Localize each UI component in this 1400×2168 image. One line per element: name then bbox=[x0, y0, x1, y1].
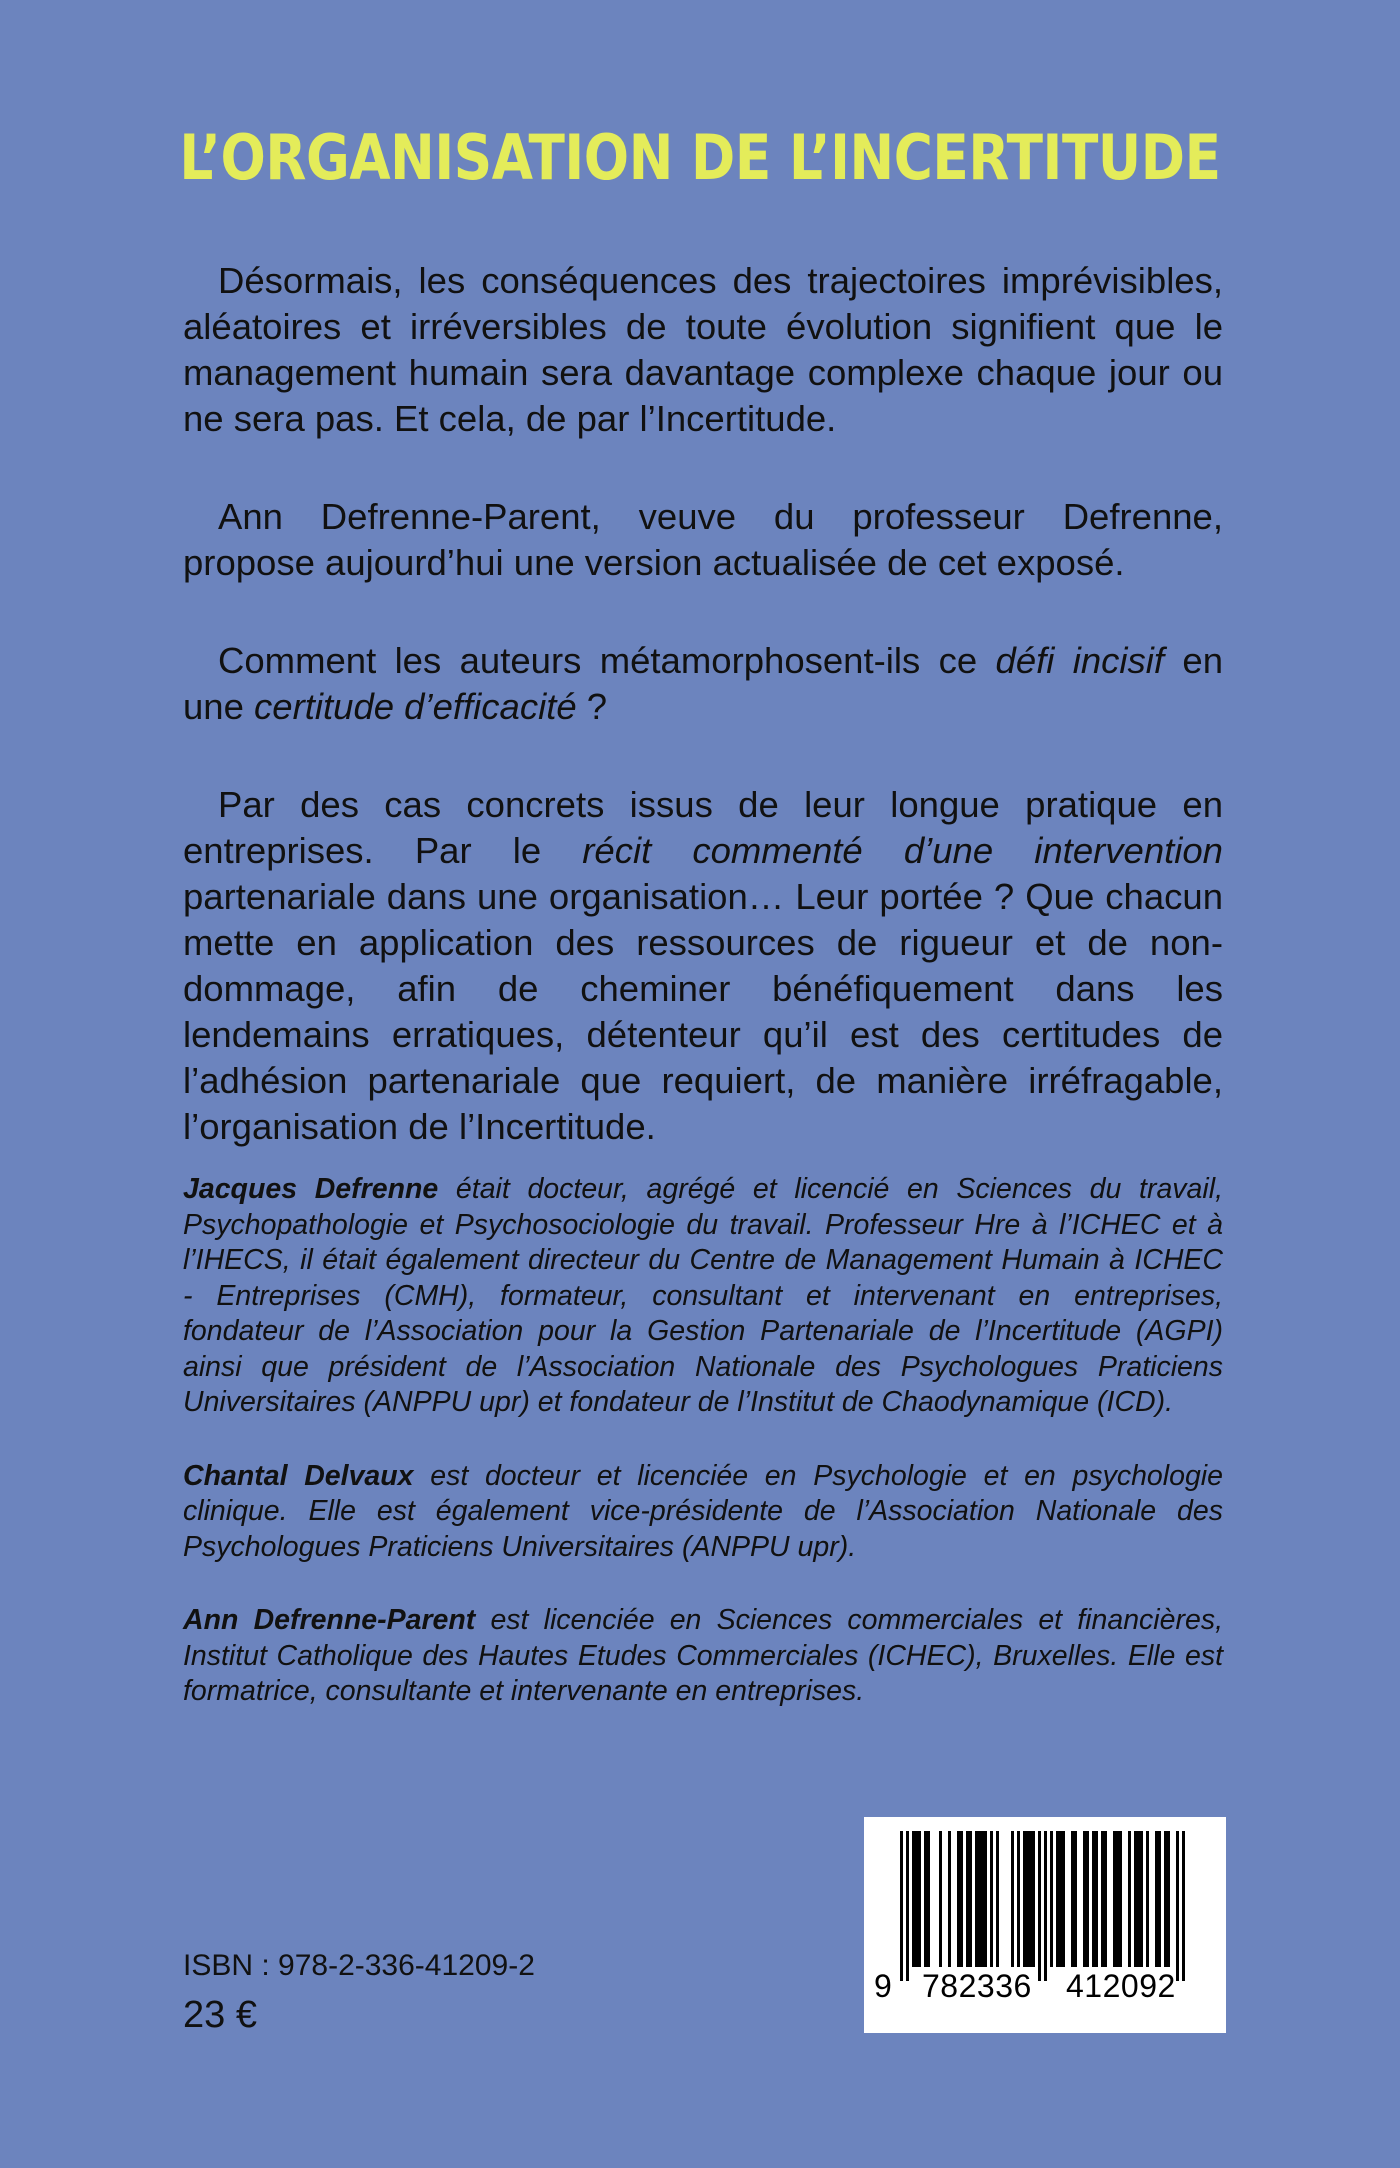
barcode-bar bbox=[1023, 1831, 1035, 1967]
barcode-bar bbox=[906, 1831, 909, 1981]
barcode-bar bbox=[996, 1831, 999, 1967]
price: 23 € bbox=[183, 1994, 257, 2036]
barcode-bar bbox=[948, 1831, 951, 1967]
author-bios bbox=[183, 1172, 1223, 1710]
author-bio: Chantal Delvaux est docteur et licenciée en Psychologie et en psychologie clinique. Elle est également vice-présidente de l’Association Nationale des Psychologues Praticiens Universitaires (ANPPU upr). bbox=[183, 1459, 1223, 1563]
barcode-bar bbox=[957, 1831, 963, 1967]
barcode-bar bbox=[1071, 1831, 1077, 1967]
barcode-bar bbox=[1017, 1831, 1020, 1967]
blurb-paragraph-2: Ann Defrenne-Parent, veuve du professeur Defrenne, propose aujourd’hui une version actualisée de cet exposé. bbox=[183, 496, 1223, 583]
barcode-bar bbox=[1083, 1831, 1089, 1967]
barcode-bar bbox=[1101, 1831, 1107, 1967]
barcode-bar bbox=[1182, 1831, 1185, 1981]
blurb-paragraph-1: Désormais, les conséquences des trajectoires imprévisibles, aléatoires et irréversibles de toute évolution signifient que le management humain sera davantage complexe chaque jour ou ne sera pas. Et cela, de par l’Incertitude. bbox=[183, 260, 1223, 439]
barcode-bar bbox=[1164, 1831, 1170, 1967]
barcode-bar bbox=[1044, 1831, 1047, 1981]
barcode-bar bbox=[924, 1831, 930, 1967]
barcode-bar bbox=[939, 1831, 942, 1967]
barcode-bar bbox=[900, 1831, 903, 1981]
barcode-bar bbox=[1038, 1831, 1041, 1981]
author-name: Ann Defrenne-Parent bbox=[183, 1604, 476, 1636]
author-name: Jacques Defrenne bbox=[183, 1173, 439, 1205]
barcode-bar bbox=[1146, 1831, 1149, 1967]
barcode-bar bbox=[1056, 1831, 1065, 1967]
barcode-bar bbox=[1011, 1831, 1014, 1967]
barcode-first-digit: 9 bbox=[874, 1968, 893, 2004]
barcode bbox=[864, 1817, 1226, 2033]
author-name: Chantal Delvaux bbox=[183, 1459, 414, 1492]
barcode-bar bbox=[966, 1831, 972, 1967]
barcode-bar bbox=[1155, 1831, 1161, 1967]
barcode-bar bbox=[1050, 1831, 1053, 1967]
blurb-paragraph-3: Comment les auteurs métamorphosent-ils ce défi incisif en une certitude d’efficacité ? bbox=[183, 640, 1223, 727]
blurb-paragraph-4: Par des cas concrets issus de leur longue pratique en entreprises. Par le récit commenté d’une intervention partenariale dans une organisation… Leur portée ? Que chacun mette en application des ressources de rigueur et de non-dommage, afin de cheminer bénéfiquement dans les lendemains erratiques, détenteur qu’il est des certitudes de l’adhésion partenariale que requiert, de manière irréfragable, l’organisation de l’Incertitude. bbox=[183, 784, 1223, 1147]
blurb bbox=[183, 258, 1223, 1150]
barcode-bar bbox=[1128, 1831, 1131, 1967]
book-title: L’ORGANISATION DE L’INCERTITUDE bbox=[179, 121, 1221, 194]
barcode-bar bbox=[1134, 1831, 1143, 1967]
barcode-bar bbox=[1113, 1831, 1122, 1967]
isbn: ISBN : 978-2-336-41209-2 bbox=[183, 1949, 535, 1982]
barcode-bar bbox=[1092, 1831, 1098, 1967]
barcode-bar bbox=[912, 1831, 921, 1967]
barcode-right-digits: 412092 bbox=[1066, 1968, 1176, 2004]
author-bio: Jacques Defrenne était docteur, agrégé et licencié en Sciences du travail, Psychopathologie et Psychosociologie du travail. Professeur Hre à l’ICHEC et à l’IHECS, il était également directeur du Centre de Management Humain à ICHEC - Entreprises (CMH), formateur, consultant et intervenant en entreprises, fondateur de l’Association pour la Gestion Partenariale de l’Incertitude (AGPI) ainsi que président de l’Association Nationale des Psychologues Praticiens Universitaires (ANPPU upr) et fondateur de l’Institut de Chaodynamique (ICD). bbox=[183, 1173, 1223, 1418]
author-bio: Ann Defrenne-Parent est licenciée en Sciences commerciales et financières, Institut Catholique des Hautes Etudes Commerciales (ICHEC), Bruxelles. Elle est formatrice, consultante et intervenante en entreprises. bbox=[183, 1604, 1224, 1707]
barcode-bar bbox=[975, 1831, 987, 1967]
barcode-left-digits: 782336 bbox=[922, 1968, 1032, 2004]
barcode-bar bbox=[990, 1831, 993, 1967]
barcode-bar bbox=[1176, 1831, 1179, 1981]
